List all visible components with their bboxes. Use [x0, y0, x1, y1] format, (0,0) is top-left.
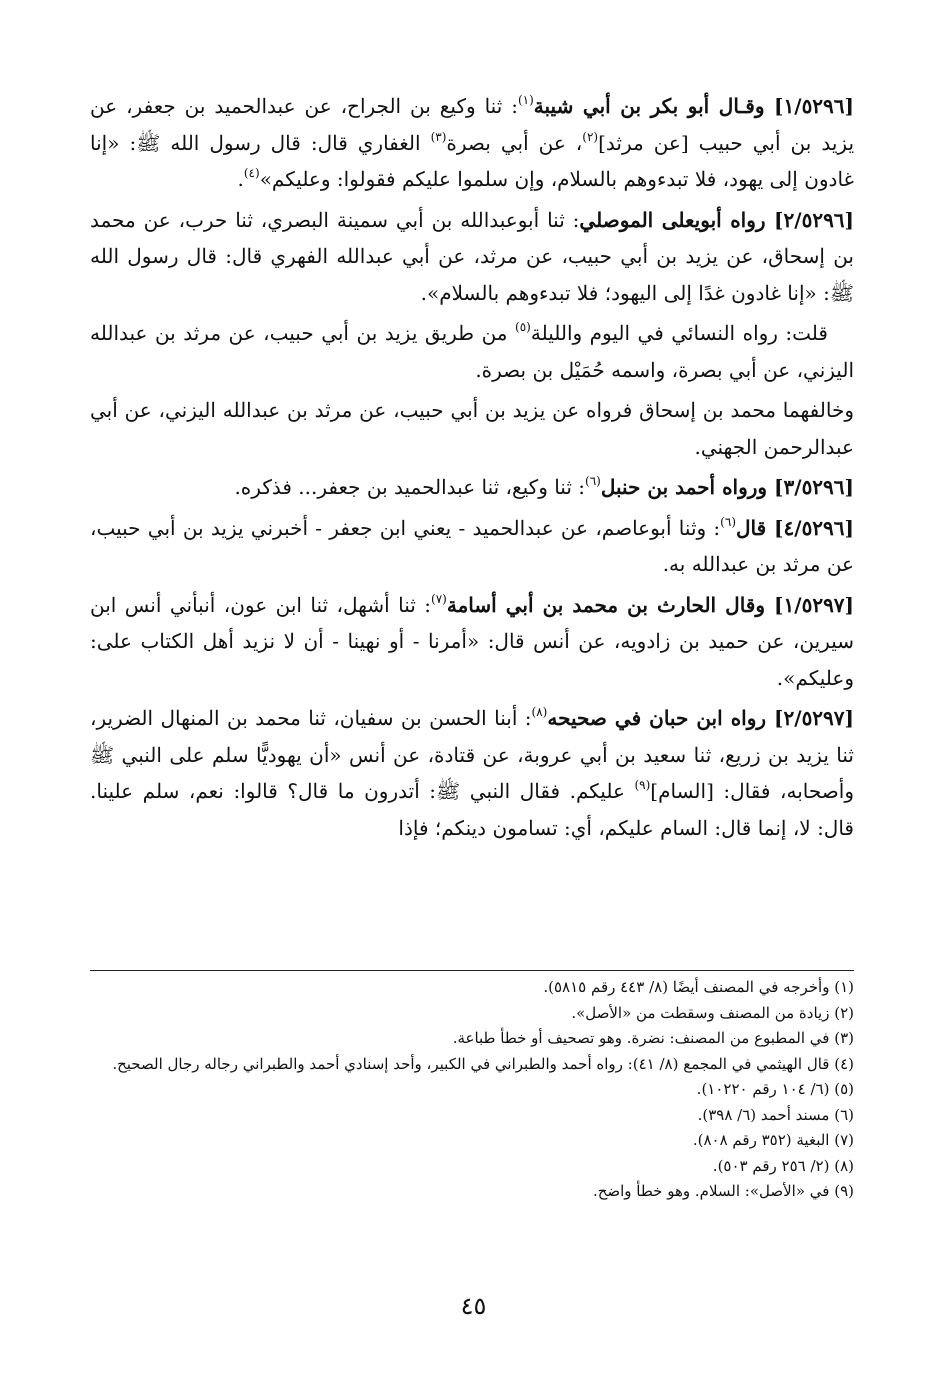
paragraph-text: : ثنا وكيع بن الجراح، عن عبدالحميد بن جعفر، عن يزيد بن أبي حبيب [عن مرثد] [90, 94, 855, 155]
footnote-marker: (١) [517, 93, 534, 107]
footnote-2: (٢) زيادة من المصنف وسقطت من «الأصل». [571, 1003, 854, 1022]
entry-heading: [١/٥٢٩٦] وقـال أبو بكر بن أبي شيبة [533, 94, 854, 118]
paragraph-text: : وثنا أبوعاصم، عن عبدالحميد - يعني ابن جعفر - أخبرني يزيد بن أبي حبيب، عن مرثد بن عبدالله به. [90, 515, 854, 576]
paragraph-text: : ثنا أبوعبدالله بن أبي سمينة البصري، ثنا حرب، عن محمد بن إسحاق، عن يزيد بن أبي حبيب، عن مرثد، عن أبي عبدالله الفهري قال: قال رسول الله ﷺ: «إنا غادون غدًا إلى اليهود؛ فلا تبدءوهم بالسلام». [90, 207, 854, 305]
paragraph-p5 [90, 469, 854, 506]
paragraph-p1 [90, 88, 854, 198]
footnote-marker: (٦) [585, 474, 601, 488]
footnote-marker: (٩) [634, 778, 651, 792]
footnote-1: (١) وأخرجه في المصنف أيضًا (٨/ ٤٤٣ رقم ٥٨١٥). [543, 978, 854, 996]
footnote-5: (٥) (٦/ ١٠٤ رقم ١٠٢٢٠). [696, 1080, 854, 1098]
paragraph-p2 [90, 202, 854, 312]
paragraph-text: . [237, 167, 244, 191]
footnote-7: (٧) البغية (٣٥٢ رقم ٨٠٨). [692, 1131, 854, 1149]
footnote-marker: (٥) [515, 320, 531, 334]
entry-heading: [٤/٥٢٩٦] قال [736, 515, 854, 540]
main-text [90, 88, 854, 846]
paragraph-text: وخالفهما محمد بن إسحاق فرواه عن يزيد بن أبي حبيب، عن مرثد بن عبدالله اليزني، عن أبي عبدالرحمن الجهني. [90, 398, 854, 459]
footnote-9: (٩) في «الأصل»: السلام. وهو خطأ واضح. [592, 1182, 854, 1200]
paragraph-p8 [90, 700, 854, 846]
entry-heading: [١/٥٢٩٧] وقال الحارث بن محمد بن أبي أسامة [446, 592, 855, 617]
footnote-marker: (٢) [582, 129, 599, 144]
paragraph-text: الغفاري قال: قال رسول الله ﷺ: «إنا غادون إلى يهود، فلا تبدءوهم بالسلام، وإن سلموا عليكم فقولوا: وعليكم» [90, 130, 854, 191]
entry-heading: [٢/٥٢٩٧] رواه ابن حبان في صحيحه [547, 706, 854, 730]
paragraph-text: قلت: رواه النسائي في اليوم والليلة [530, 321, 828, 345]
paragraph-p3 [90, 315, 854, 388]
paragraph-text: عليكم. فقال النبي ﷺ: أتدرون ما قال؟ قالوا: نعم، سلم علينا. قال: لا، إنما قال: السام عليكم، أي: تسامون دينكم؛ فإذا [90, 779, 854, 840]
footnote-marker: (٣) [430, 129, 447, 144]
paragraph-text: : ثنا وكيع، ثنا عبدالحميد بن جعفر... فذكره. [234, 475, 585, 499]
paragraph-p6 [90, 510, 854, 583]
footnote-6: (٦) مسند أحمد (٦/ ٣٩٨). [697, 1105, 854, 1124]
footnotes [90, 970, 854, 1205]
footnote-8: (٨) (٢/ ٢٥٦ رقم ٥٠٣). [712, 1156, 854, 1175]
paragraph-text: ، عن أبي بصرة [446, 130, 583, 155]
paragraph-text: : أبنا الحسن بن سفيان، ثنا محمد بن المنهال الضرير، ثنا يزيد بن زريع، ثنا سعيد بن أبي عروبة، عن قتادة، عن أنس «أن يهوديًّا سلم على النبي ﷺ وأصحابه، فقال: [السام] [90, 706, 854, 803]
paragraph-text: : ثنا أشهل، ثنا ابن عون، أنبأني أنس ابن سيرين، عن حميد بن زادويه، عن أنس قال: «أمرنا - أو نهينا - أن لا نزيد أهل الكتاب على: وعليكم». [90, 592, 854, 690]
page-number: ٤٥ [460, 1292, 487, 1320]
entry-heading: [٣/٥٢٩٦] ورواه أحمد بن حنبل [600, 475, 854, 499]
footnote-marker: (٨) [531, 705, 548, 719]
footnote-marker: (٧) [431, 591, 447, 606]
paragraph-p7 [90, 587, 854, 697]
paragraph-p4 [90, 392, 854, 465]
paragraph-text: من طريق يزيد بن أبي حبيب، عن مرثد بن عبدالله اليزني، عن أبي بصرة، واسمه حُمَيْل بن بصرة. [90, 321, 854, 382]
entry-heading: [٢/٥٢٩٦] رواه أبويعلى الموصلي [579, 207, 855, 232]
footnote-marker: (٦) [720, 514, 736, 529]
footnote-3: (٣) في المطبوع من المصنف: نضرة. وهو تصحيف أو خطأ طباعة. [452, 1029, 854, 1047]
footnote-4: (٤) قال الهيثمي في المجمع (٨/ ٤١): رواه أحمد والطبراني في الكبير، وأحد إسنادي أحمد والطبراني رجاله رجال الصحيح. [112, 1054, 854, 1073]
footnote-marker: (٤) [243, 166, 260, 180]
